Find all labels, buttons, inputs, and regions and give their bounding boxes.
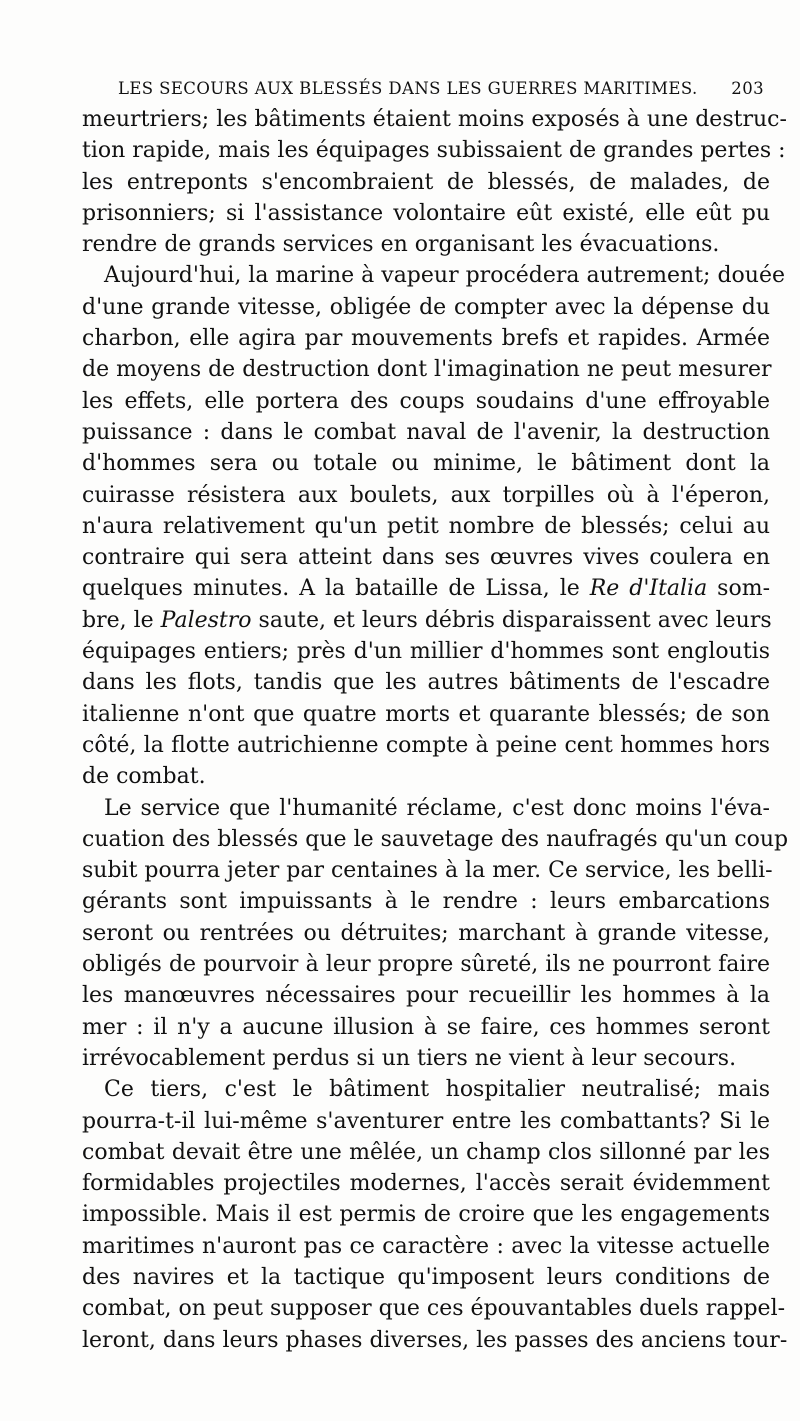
body-text [82,104,789,1356]
text-line: obligés de pourvoir à leur propre sûreté, ils ne pourront faire [82,952,770,978]
text-line: gérants sont impuissants à le rendre : leurs embarcations [82,889,770,915]
text-line: charbon, elle agira par mouvements brefs et rapides. Armée [82,326,770,352]
text-run: som- [707,576,771,602]
text-line: subit pourra jeter par centaines à la mer. Ce service, les belli- [82,858,773,884]
ship-name: Palestro [160,607,252,633]
text-line: leront, dans leurs phases diverses, les passes des anciens tour- [82,1327,788,1353]
text-line: tion rapide, mais les équipages subissaient de grandes pertes : [82,138,786,164]
text-line: puissance : dans le combat naval de l'avenir, la destruction [82,419,770,445]
text-line: mer : il n'y a aucune illusion à se faire, ces hommes seront [82,1014,770,1040]
text-line: maritimes n'auront pas ce caractère : avec la vitesse actuelle [82,1233,770,1259]
page-number: 203 [731,79,764,98]
text-line: prisonniers; si l'assistance volontaire eût existé, elle eût pu [82,200,770,226]
text-line [82,605,770,636]
text-line: Ce tiers, c'est le bâtiment hospitalier neutralisé; mais [104,1077,770,1103]
text-line: contraire qui sera atteint dans ses œuvres vives coulera en [82,545,770,571]
text-line: dans les flots, tandis que les autres bâtiments de l'escadre [82,670,770,696]
text-line: combat devait être une mêlée, un champ clos sillonné par les [82,1139,770,1165]
text-line: formidables projectiles modernes, l'accès serait évidemment [82,1171,770,1197]
text-line: pourra-t-il lui-même s'aventurer entre les combattants? Si le [82,1108,770,1134]
text-line: d'hommes sera ou totale ou minime, le bâtiment dont la [82,451,770,477]
text-line: Le service que l'humanité réclame, c'est donc moins l'éva- [104,795,770,821]
text-line: irrévocablement perdus si un tiers ne vient à leur secours. [82,1045,737,1071]
text-line: meurtriers; les bâtiments étaient moins exposés à une destruc- [82,107,787,132]
text-line: des navires et la tactique qu'imposent leurs conditions de [82,1264,770,1290]
text-line: les manœuvres nécessaires pour recueillir les hommes à la [82,983,770,1009]
text-line: d'une grande vitesse, obligée de compter avec la dépense du [82,294,770,320]
text-line: italienne n'ont que quatre morts et quarante blessés; de son [82,701,770,727]
text-line: seront ou rentrées ou détruites; marchant à grande vitesse, [82,920,770,946]
text-line: équipages entiers; près d'un millier d'hommes sont engloutis [82,639,770,665]
page-header [82,79,770,105]
text-line: cuirasse résistera aux boulets, aux torpilles où à l'éperon, [82,482,770,508]
text-line: côté, la flotte autrichienne compte à peine cent hommes hors [82,732,770,758]
text-run: quelques minutes. A la bataille de Lissa, le [82,576,590,602]
text-line: Aujourd'hui, la marine à vapeur procédera autrement; douée [104,263,786,289]
text-line: de combat. [82,764,206,790]
text-run: bre, le [82,607,161,633]
text-line: rendre de grands services en organisant les évacuations. [82,232,720,258]
text-line: combat, on peut supposer que ces épouvantables duels rappel- [82,1296,786,1322]
ship-name: Re d'Italia [589,576,708,602]
running-head: LES SECOURS AUX BLESSÉS DANS LES GUERRES MARITIMES. [118,79,698,98]
text-line: impossible. Mais il est permis de croire que les engagements [82,1202,770,1228]
text-line: cuation des blessés que le sauvetage des naufragés qu'un coup [82,826,789,852]
text-line: les entreponts s'encombraient de blessés, de malades, de [82,169,770,195]
text-run: saute, et leurs débris disparaissent avec leurs [251,607,772,633]
text-line: de moyens de destruction dont l'imagination ne peut mesurer [82,357,772,383]
text-line [82,573,770,604]
text-line: les effets, elle portera des coups soudains d'une effroyable [82,388,770,414]
text-line: n'aura relativement qu'un petit nombre de blessés; celui au [82,513,770,539]
